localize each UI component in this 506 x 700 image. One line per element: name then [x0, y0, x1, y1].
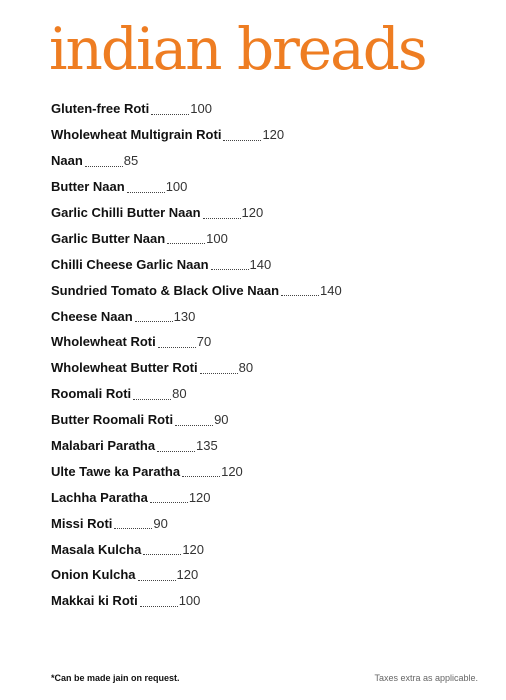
dot-leader	[167, 234, 205, 244]
item-price: 120	[188, 489, 211, 505]
dot-leader	[211, 260, 249, 270]
item-name: Onion Kulcha	[51, 567, 136, 583]
menu-item	[51, 277, 342, 303]
dot-leader	[85, 157, 123, 167]
dot-leader	[133, 390, 171, 400]
item-name: Cheese Naan	[51, 308, 133, 324]
dot-leader	[138, 571, 176, 581]
item-name: Wholewheat Multigrain Roti	[51, 127, 222, 143]
item-price: 120	[241, 205, 264, 220]
dot-leader	[151, 105, 189, 115]
dot-leader	[223, 131, 261, 141]
menu-item	[51, 148, 342, 174]
menu-item	[51, 225, 342, 251]
menu-item	[51, 536, 342, 562]
page-title: indian breads	[49, 15, 426, 83]
dot-leader	[175, 416, 213, 426]
item-price: 135	[196, 438, 218, 454]
menu-item	[51, 200, 342, 226]
menu-item	[51, 174, 342, 200]
item-name: Ulte Tawe ka Paratha	[51, 463, 181, 479]
dot-leader	[143, 545, 181, 555]
menu-item	[51, 251, 342, 277]
item-price: 100	[190, 101, 212, 117]
item-name: Butter Naan	[51, 179, 125, 195]
menu-item	[51, 458, 342, 484]
dot-leader	[127, 183, 165, 193]
item-name: Garlic Butter Naan	[51, 230, 166, 246]
dot-leader	[281, 286, 319, 296]
item-price: 120	[221, 463, 243, 479]
item-price: 70	[196, 334, 212, 350]
dot-leader	[150, 493, 188, 503]
menu-item	[51, 355, 342, 381]
dot-leader	[200, 364, 238, 374]
item-name: Malabari Paratha	[51, 438, 156, 454]
item-price: 100	[206, 230, 228, 246]
menu-item	[51, 510, 342, 536]
menu-item	[51, 381, 342, 407]
menu-item	[51, 407, 342, 433]
dot-leader	[203, 209, 241, 219]
menu-list	[51, 96, 342, 614]
item-name: Makkai ki Roti	[51, 593, 138, 609]
item-name: Naan	[51, 153, 83, 169]
item-price: 90	[214, 412, 229, 428]
item-price: 140	[320, 282, 342, 298]
item-name: Lachha Paratha	[51, 489, 148, 505]
dot-leader	[182, 467, 220, 477]
item-price: 120	[182, 541, 205, 557]
item-price: 90	[153, 515, 168, 531]
item-name: Gluten-free Roti	[51, 101, 150, 117]
item-price: 120	[176, 567, 199, 583]
item-price: 80	[238, 360, 254, 376]
item-price: 80	[172, 386, 187, 402]
jain-note: *Can be made jain on request.	[51, 673, 180, 683]
item-price: 100	[165, 179, 188, 195]
tax-note: Taxes extra as applicable.	[374, 673, 478, 683]
item-price: 85	[123, 153, 139, 169]
dot-leader	[157, 442, 195, 452]
menu-item	[51, 96, 342, 122]
item-price: 120	[262, 127, 285, 143]
dot-leader	[114, 519, 152, 529]
menu-item	[51, 588, 342, 614]
dot-leader	[135, 312, 173, 322]
item-name: Butter Roomali Roti	[51, 412, 174, 428]
dot-leader	[140, 597, 178, 607]
menu-item	[51, 122, 342, 148]
item-name: Roomali Roti	[51, 386, 132, 402]
item-price: 140	[249, 256, 272, 272]
item-name: Masala Kulcha	[51, 541, 142, 557]
menu-item	[51, 433, 342, 459]
menu-item	[51, 562, 342, 588]
item-price: 100	[178, 593, 201, 609]
item-name: Sundried Tomato & Black Olive Naan	[51, 282, 280, 298]
item-name: Garlic Chilli Butter Naan	[51, 205, 201, 220]
item-name: Wholewheat Roti	[51, 334, 156, 350]
item-name: Chilli Cheese Garlic Naan	[51, 256, 209, 272]
dot-leader	[158, 338, 196, 348]
menu-item	[51, 303, 342, 329]
item-name: Wholewheat Butter Roti	[51, 360, 198, 376]
menu-item	[51, 329, 342, 355]
menu-item	[51, 484, 342, 510]
item-price: 130	[173, 308, 196, 324]
item-name: Missi Roti	[51, 515, 113, 531]
